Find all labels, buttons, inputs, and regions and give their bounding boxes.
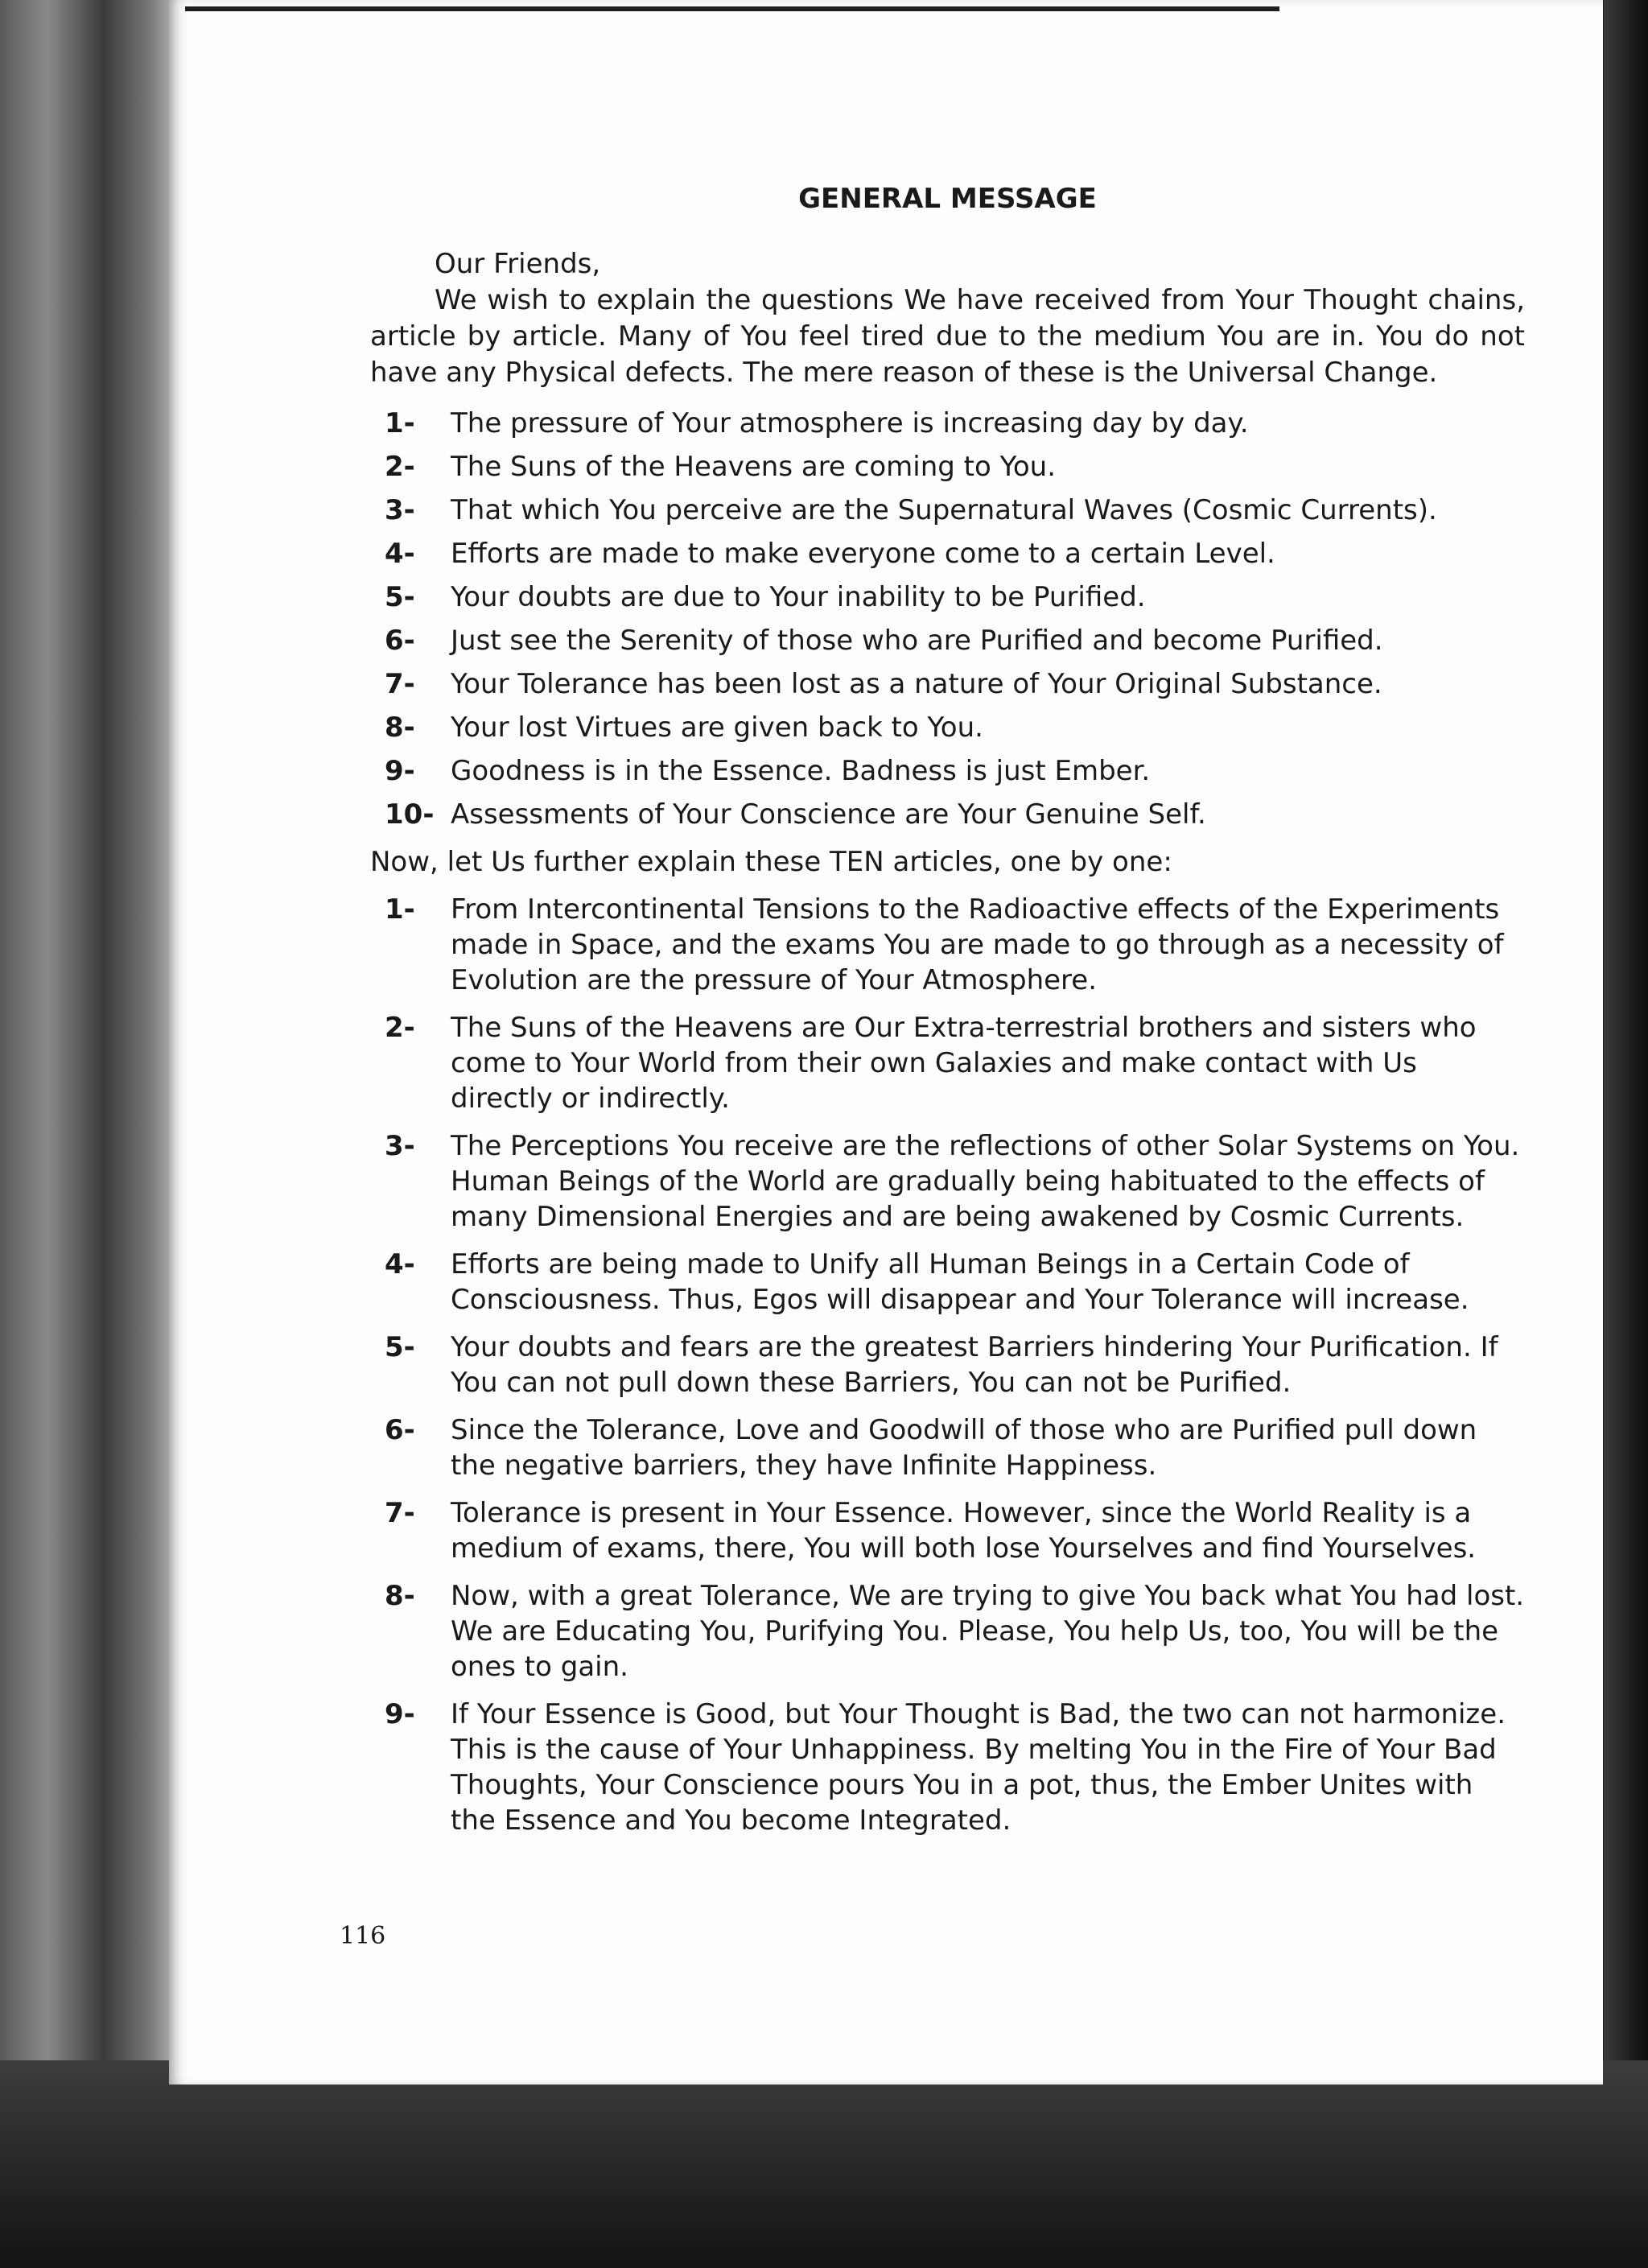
explanation-item [370,1697,1525,1838]
article-number: 6- [385,625,415,657]
explanation-number: 1- [385,893,415,926]
top-rule [185,6,1279,11]
explanation-text: Efforts are being made to Unify all Human Beings in a Certain Code of Consciousness. Thus, Egos will disappear and Your Tolerance will increase. [451,1248,1469,1316]
explanation-number: 8- [385,1580,415,1612]
explanation-text: The Perceptions You receive are the reflections of other Solar Systems on You. Human Beings of the World are gradually being habituated to the effects of many Dimensional Energies and are being awakened by Cosmic Currents. [451,1130,1520,1233]
explanation-number: 2- [385,1012,415,1044]
article-number: 5- [385,581,415,613]
article-text: Your doubts are due to Your inability to be Purified. [451,581,1146,613]
article-number: 2- [385,451,415,483]
article-item [370,797,1525,833]
article-text: That which You perceive are the Supernatural Waves (Cosmic Currents). [451,494,1437,526]
article-number: 3- [385,494,415,526]
explanation-item [370,1330,1525,1400]
explanation-number: 9- [385,1698,415,1730]
article-item [370,623,1525,659]
explanation-item [370,1247,1525,1318]
explanation-number: 7- [385,1497,415,1529]
page-content [370,181,1525,1850]
explanation-text: Your doubts and fears are the greatest Barriers hindering Your Purification. If You can not pull down these Barriers, You can not be Purified. [451,1331,1498,1399]
article-text: Assessments of Your Conscience are Your Genuine Self. [451,798,1206,831]
transition-sentence: Now, let Us further explain these TEN articles, one by one: [370,846,1172,878]
right-edge-shadow [1604,0,1648,2268]
explanation-list [370,892,1525,1838]
article-text: Just see the Serenity of those who are Purified and become Purified. [451,625,1383,657]
explanation-text: From Intercontinental Tensions to the Radioactive effects of the Experiments made in Space, and the exams You are made to go through as a necessity of Evolution are the pressure of Your Atmosphere. [451,893,1504,996]
explanation-item [370,1010,1525,1116]
article-item [370,536,1525,572]
explanation-text: Since the Tolerance, Love and Goodwill of those who are Purified pull down the negative barriers, they have Infinite Happiness. [451,1414,1477,1482]
intro-paragraph: We wish to explain the questions We have received from Your Thought chains, article by article. Many of You feel tired due to the medium You are in. You do not have any Physical defects. The mere reason of these is the Universal Change. [370,284,1525,389]
article-item [370,406,1525,442]
article-item [370,493,1525,529]
article-number: 1- [385,407,415,439]
explanation-text: If Your Essence is Good, but Your Thought is Bad, the two can not harmonize. This is the cause of Your Unhappiness. By melting You in the Fire of Your Bad Thoughts, Your Conscience pours You in a pot, thus, the Ember Unites with the Essence and You become Integrated. [451,1698,1506,1837]
article-text: Your Tolerance has been lost as a nature of Your Original Substance. [451,668,1382,700]
bottom-edge-shadow [0,2060,1648,2268]
explanation-item [370,1128,1525,1235]
article-text: The pressure of Your atmosphere is increasing day by day. [451,407,1249,439]
explanation-text: The Suns of the Heavens are Our Extra-terrestrial brothers and sisters who come to Your World from their own Galaxies and make contact with Us directly or indirectly. [451,1012,1477,1115]
article-text: The Suns of the Heavens are coming to You. [451,451,1057,483]
explanation-number: 4- [385,1248,415,1280]
explanation-item [370,1578,1525,1685]
article-number: 4- [385,538,415,570]
article-text: Your lost Virtues are given back to You. [451,711,983,744]
article-number: 9- [385,755,415,787]
article-text: Goodness is in the Essence. Badness is just Ember. [451,755,1151,787]
article-item [370,666,1525,703]
article-number: 7- [385,668,415,700]
article-text: Efforts are made to make everyone come to a certain Level. [451,538,1275,570]
salutation: Our Friends, [435,248,601,280]
explanation-number: 6- [385,1414,415,1446]
explanation-text: Now, with a great Tolerance, We are trying to give You back what You had lost. We are Educating You, Purifying You. Please, You help Us, too, You will be the ones to gain. [451,1580,1525,1683]
article-item [370,710,1525,746]
article-number: 10- [385,798,435,831]
page-number: 116 [340,1922,386,1950]
explanation-item [370,892,1525,998]
article-number: 8- [385,711,415,744]
book-page [169,0,1603,2084]
article-list [370,406,1525,833]
explanation-number: 5- [385,1331,415,1363]
article-item [370,579,1525,616]
page-title: GENERAL MESSAGE [798,183,1097,215]
explanation-text: Tolerance is present in Your Essence. However, since the World Reality is a medium of exams, there, You will both lose Yourselves and find Yourselves. [451,1497,1477,1565]
article-item [370,449,1525,485]
explanation-item [370,1412,1525,1483]
article-item [370,753,1525,790]
explanation-number: 3- [385,1130,415,1162]
explanation-item [370,1495,1525,1566]
book-gutter-shadow [0,0,189,2268]
